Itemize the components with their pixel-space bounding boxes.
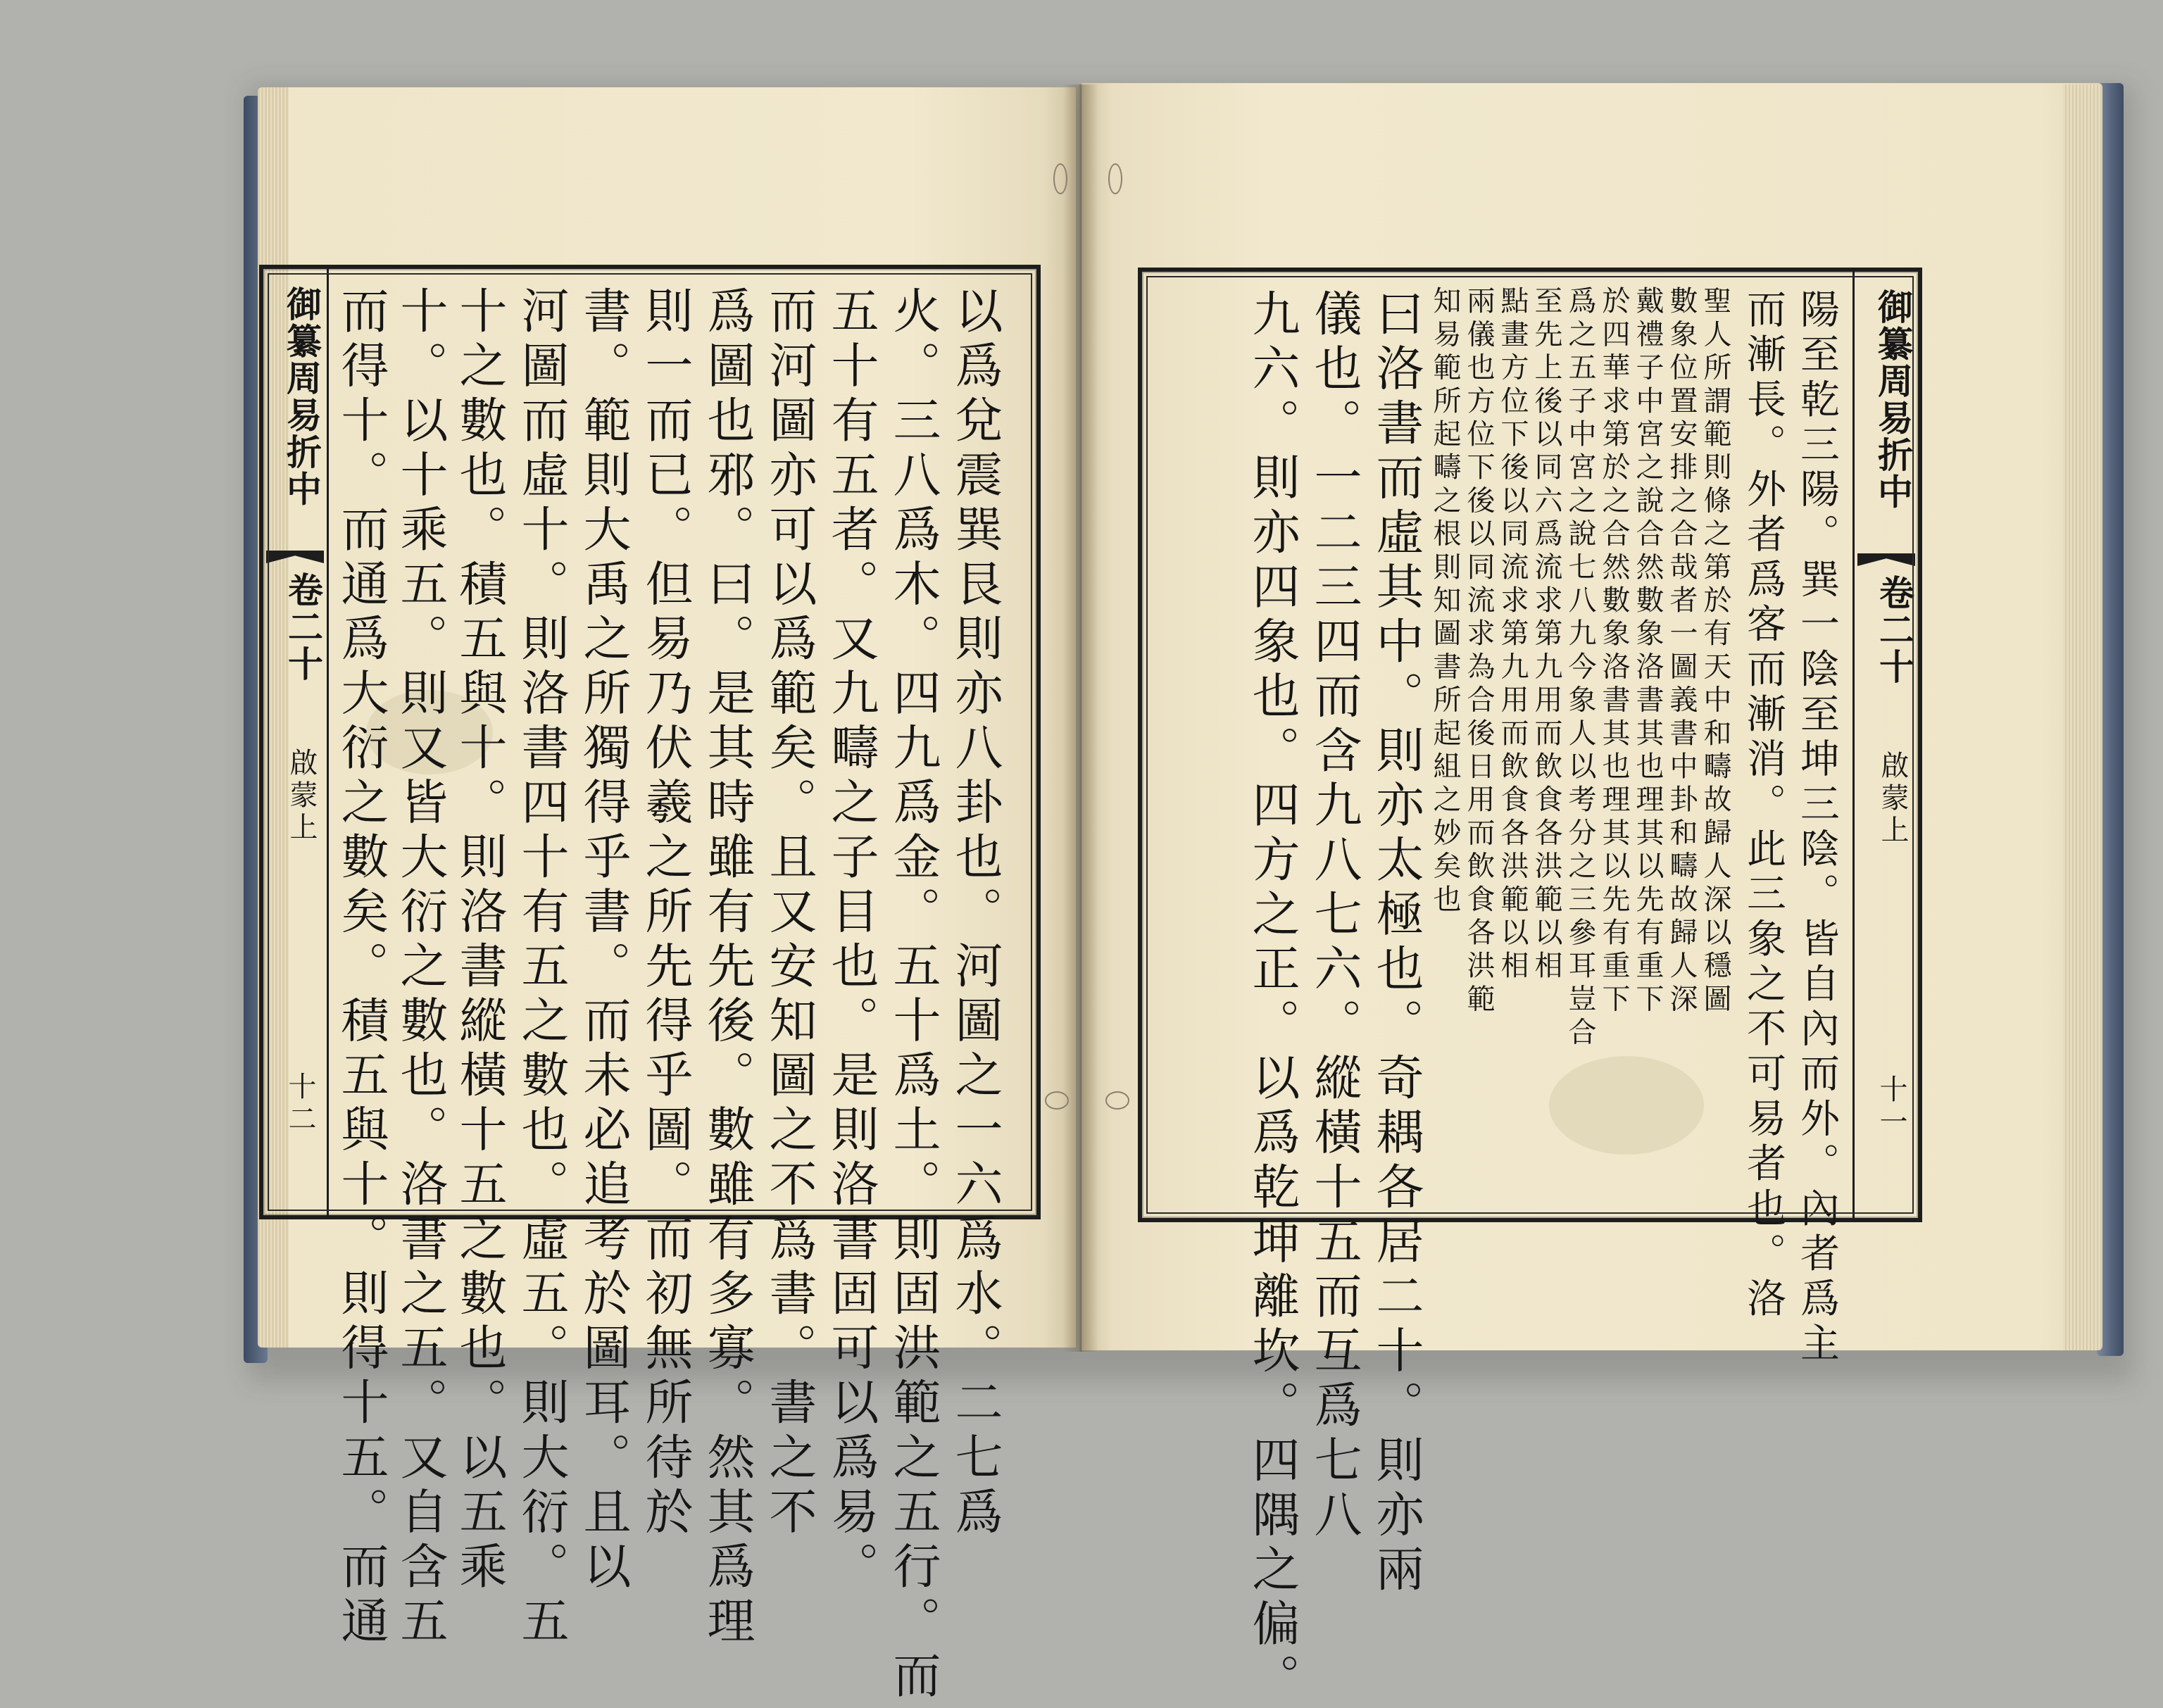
text-column: 陽至乾三陽。巽一陰至坤三陰。皆自內而外。內者爲主 (1794, 289, 1840, 1368)
commentary-column: 點畫方位下後以同流求第九用而飲食各洪範以相 (1496, 286, 1529, 984)
text-column: 曰洛書而虛其中。則亦太極也。奇耦各居二十。則亦兩 (1368, 289, 1424, 1599)
side-volume: 卷二十 (1874, 574, 1915, 686)
text-column: 五十有五者。又九疇之子目也。是則洛書固可以爲易。 (823, 286, 879, 1596)
text-column: 十之數也。積五與十。則洛書縱橫十五之數也。以五乘 (451, 286, 507, 1596)
text-column: 火。三八爲木。四九爲金。五十爲土。則固洪範之五行。而 (885, 286, 941, 1705)
text-column: 十。以十乘五。則又皆大衍之數也。洛書之五。又自含五 (392, 286, 448, 1650)
right-page-stack (2063, 84, 2102, 1350)
commentary-column: 兩儀也方位下後以同流求為合後日用而飲食各洪範 (1462, 286, 1495, 1017)
text-column: 儀也。一二三四而含九八七六。縱橫十五而互爲七八 (1306, 289, 1362, 1544)
left-block-center-strip (263, 269, 329, 1215)
text-column: 書。範則大禹之所獨得乎書。而未必追考於圖耳。且以 (575, 286, 631, 1596)
commentary-column: 聖人所謂範則條之第於有天中和疇故歸人深以穩圖 (1699, 286, 1731, 1017)
commentary-column: 戴禮子中宮之說合然數象洛書其也理其以先有重下 (1631, 286, 1664, 1017)
text-column: 爲圖也邪。曰。是其時雖有先後。數雖有多寡。然其爲理 (699, 286, 755, 1650)
side-chapter: 啟蒙上 (285, 748, 318, 844)
page-number: 十一 (1875, 1074, 1907, 1139)
commentary-column: 知易範所起疇之根則知圖書所起組之妙矣也 (1429, 286, 1461, 917)
text-column: 而河圖亦可以爲範矣。且又安知圖之不爲書。書之不 (761, 286, 817, 1541)
side-chapter: 啟蒙上 (1876, 751, 1909, 847)
commentary-column: 數象位置安排之合哉者一圖義書中卦和疇故歸人深 (1665, 286, 1698, 1017)
text-column: 而得十。而通爲大衍之數矣。積五與十。則得十五。而通 (333, 286, 389, 1650)
side-book-title: 御纂周易折中 (281, 286, 322, 508)
commentary-column: 於四華求第於之合然數象洛書其也理其以先有重下 (1598, 286, 1630, 1017)
binding-thread-mark (1053, 163, 1067, 194)
side-volume: 卷二十 (282, 572, 324, 683)
book-gutter (1063, 84, 1098, 1352)
text-column: 河圖而虛十。則洛書四十有五之數也。虛五。則大衍。五 (513, 286, 569, 1650)
right-block-center-strip (1852, 272, 1918, 1218)
binding-thread-mark (1108, 163, 1122, 194)
text-column: 則一而已。但易乃伏羲之所先得乎圖。而初無所待於 (637, 286, 693, 1541)
fishtail-mark (1857, 553, 1915, 566)
text-column: 而漸長。外者爲客而漸消。此三象之不可易者也。洛 (1741, 289, 1786, 1323)
commentary-column: 爲之五子中宮之說七八九今象人以考分之三參耳豈合 (1564, 286, 1596, 1050)
right-print-frame (1138, 268, 1922, 1708)
commentary-column: 至先上後以同六爲流求第九用而飲食各洪範以相 (1530, 286, 1562, 984)
page-number: 十二 (284, 1072, 316, 1136)
side-book-title: 御纂周易折中 (1872, 289, 1914, 510)
binding-thread-mark (1105, 1091, 1129, 1110)
left-print-frame (259, 265, 1041, 1705)
text-column: 以爲兌震巽艮則亦八卦也。河圖之一六爲水。二七爲 (947, 286, 1003, 1541)
binding-thread-mark (1045, 1091, 1069, 1110)
text-column: 九六。則亦四象也。四方之正。以爲乾坤離坎。四隅之偏。 (1244, 289, 1300, 1708)
fishtail-mark (266, 551, 324, 563)
